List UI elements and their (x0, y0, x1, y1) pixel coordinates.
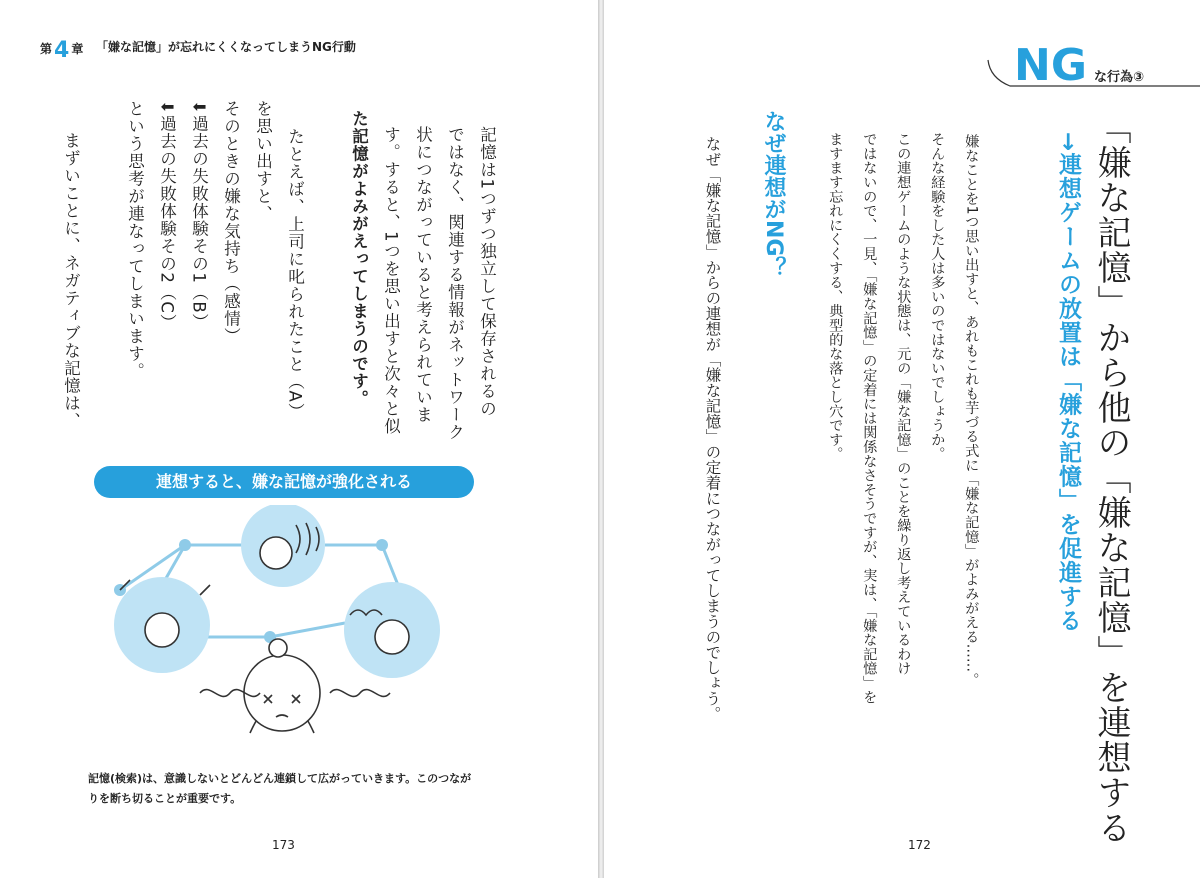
body-col-10: ⬇過去の失敗体験その2（C） (157, 100, 177, 332)
figure-caption-line-1: 記憶(検索)は、意識しないとどんどん連鎖して広がっていきます。このつなが (88, 772, 472, 785)
section-heading: なぜ連想がNG？ (761, 110, 786, 279)
subheadline: →連想ゲームの放置は「嫌な記憶」を促進する (1055, 132, 1081, 633)
ng-suffix: な行為③ (1094, 70, 1145, 85)
memory-association-illustration (100, 505, 500, 770)
figure-caption-line-2: りを断ち切ることが重要です。 (88, 792, 242, 805)
body-col-3: 状につながっていると考えられていま (413, 126, 433, 424)
body-col-8: そのときの嫌な気持ち（感情） (221, 100, 241, 345)
section-body-col: なぜ「嫌な記憶」からの連想が「嫌な記憶」の定着につながってしまうのでしょう。 (703, 136, 722, 722)
body-col-2: ではなく、関連する情報がネットワーク (445, 126, 465, 441)
intro-col-4: ではないので、一見、「嫌な記憶」の定着には関係なさそうですが、実は、「嫌な記憶」を (861, 132, 878, 704)
body-col-5-bold: た記憶がよみがえってしまうのです。 (349, 110, 369, 408)
headline: 「嫌な記憶」から他の「嫌な記憶」を連想する (1091, 110, 1131, 845)
body-col-11: という思考が連なってしまいます。 (125, 100, 145, 380)
ng-header-line (980, 50, 1200, 100)
intro-col-1: 嫌なことを1つ思い出すと、あれもこれも芋づる式に「嫌な記憶」がよみがえる……。 (963, 134, 980, 687)
intro-col-3: この連想ゲームのような状態は、元の「嫌な記憶」のことを繰り返し考えているわけ (895, 132, 912, 676)
intro-col-5: ますます忘れにくくする、典型的な落とし穴です。 (827, 132, 844, 461)
page-number-left: 173 (272, 838, 295, 852)
chapter-title: 「嫌な記憶」が忘れにくくなってしまうNG行動 (96, 40, 356, 54)
body-col-12: まずいことに、ネガティブな記憶は、 (61, 132, 81, 430)
chapter-number: 4 (54, 38, 70, 63)
body-col-1: 記憶は1つずつ独立して保存されるの (477, 126, 497, 418)
chapter-label: 第4 章 (40, 38, 84, 63)
ng-label: NG (1014, 40, 1087, 91)
diagram-title-banner: 連想すると、嫌な記憶が強化される (94, 466, 474, 498)
page-number-right: 172 (908, 838, 931, 852)
body-col-6: たとえば、上司に叱られたこと（A） (285, 128, 305, 421)
body-col-7: を思い出すと、 (253, 100, 273, 223)
intro-col-2: そんな経験をした人は多いのではないでしょうか。 (929, 132, 946, 461)
body-col-4: す。すると、1つを思い出すと次々と似 (381, 126, 401, 435)
body-col-9: ⬇過去の失敗体験その1（B） (189, 100, 209, 332)
